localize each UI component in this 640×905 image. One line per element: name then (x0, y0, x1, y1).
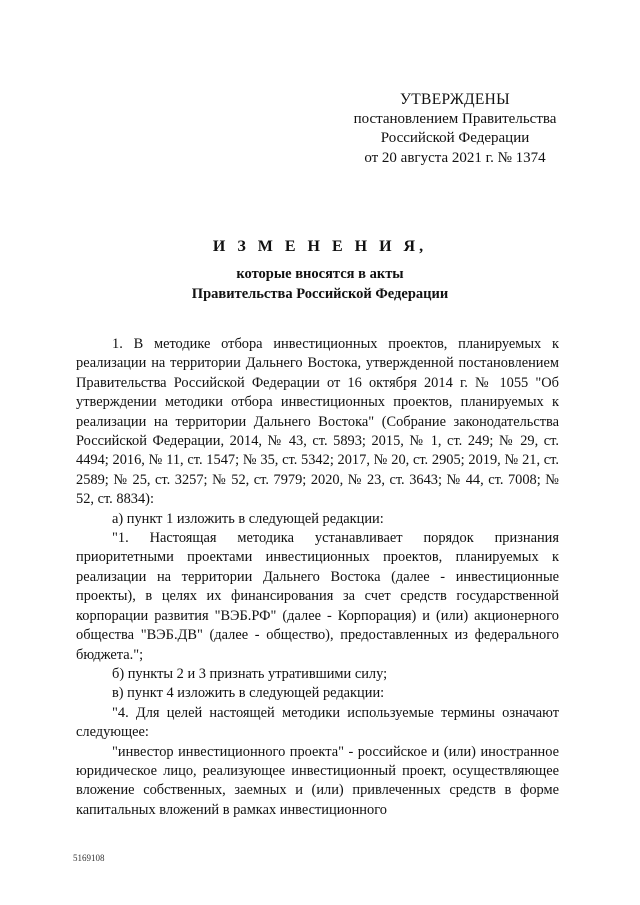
document-subtitle: которые вносятся в акты (236, 266, 404, 282)
paragraph: 1. В методике отбора инвестиционных проектов, планируемых к реализации на территории Дальнего Востока, утвержденной постановлением Правительства Российской Федерации от 16 октября 2014 г. № 1055 "Об утверждении методики отбора инвестиционных проектов, планируемых к реализации на территории Дальнего Востока" (Собрание законодательства Российской Федерации, 2014, № 43, ст. 5893; 2015, № 1, ст. 249; № 29, ст. 4494; 2016, № 11, ст. 1547; № 35, ст. 5342; 2017, № 20, ст. 2905; 2019, № 21, ст. 2589; № 25, ст. 3257; № 52, ст. 7979; 2020, № 23, ст. 3643; № 44, ст. 7008; № 52, ст. 8834): (76, 336, 559, 508)
document-code: 5169108 (73, 853, 105, 863)
paragraph: "инвестор инвестиционного проекта" - российское и (или) иностранное юридическое лицо, реализующее инвестиционный проект, осуществляющее вложение собственных, заемных и (или) привлеченных средств в форме капитальных вложений в рамках инвестиционного (76, 743, 559, 818)
document-title: И З М Е Н Е Н И Я, (212, 238, 428, 255)
document-body (76, 335, 559, 820)
paragraph: "4. Для целей настоящей методики используемые термины означают следующее: (76, 704, 559, 741)
title-block (0, 236, 640, 304)
approval-block (330, 90, 580, 168)
paragraph: б) пункты 2 и 3 признать утратившими силу; (112, 665, 388, 682)
approval-line: Российской Федерации (380, 130, 530, 146)
approval-line: постановлением Правительства (353, 110, 557, 127)
paragraph: в) пункт 4 изложить в следующей редакции: (112, 685, 385, 702)
approval-date-line: от 20 августа 2021 г. № 1374 (364, 149, 546, 166)
paragraph: "1. Настоящая методика устанавливает порядок признания приоритетными проектами инвестиционных проектов, планируемых к реализации на территории Дальнего Востока (далее - инвестиционные проекты), в целях их финансирования за счет средств государственной корпорации развития "ВЭБ.РФ" (далее - Корпорация) и (или) акционерного общества "ВЭБ.ДВ" (далее - общество), предоставленных из федерального бюджета."; (76, 530, 559, 663)
document-subtitle: Правительства Российской Федерации (191, 285, 449, 302)
paragraph: а) пункт 1 изложить в следующей редакции: (112, 510, 384, 527)
approval-heading: УТВЕРЖДЕНЫ (400, 91, 510, 108)
